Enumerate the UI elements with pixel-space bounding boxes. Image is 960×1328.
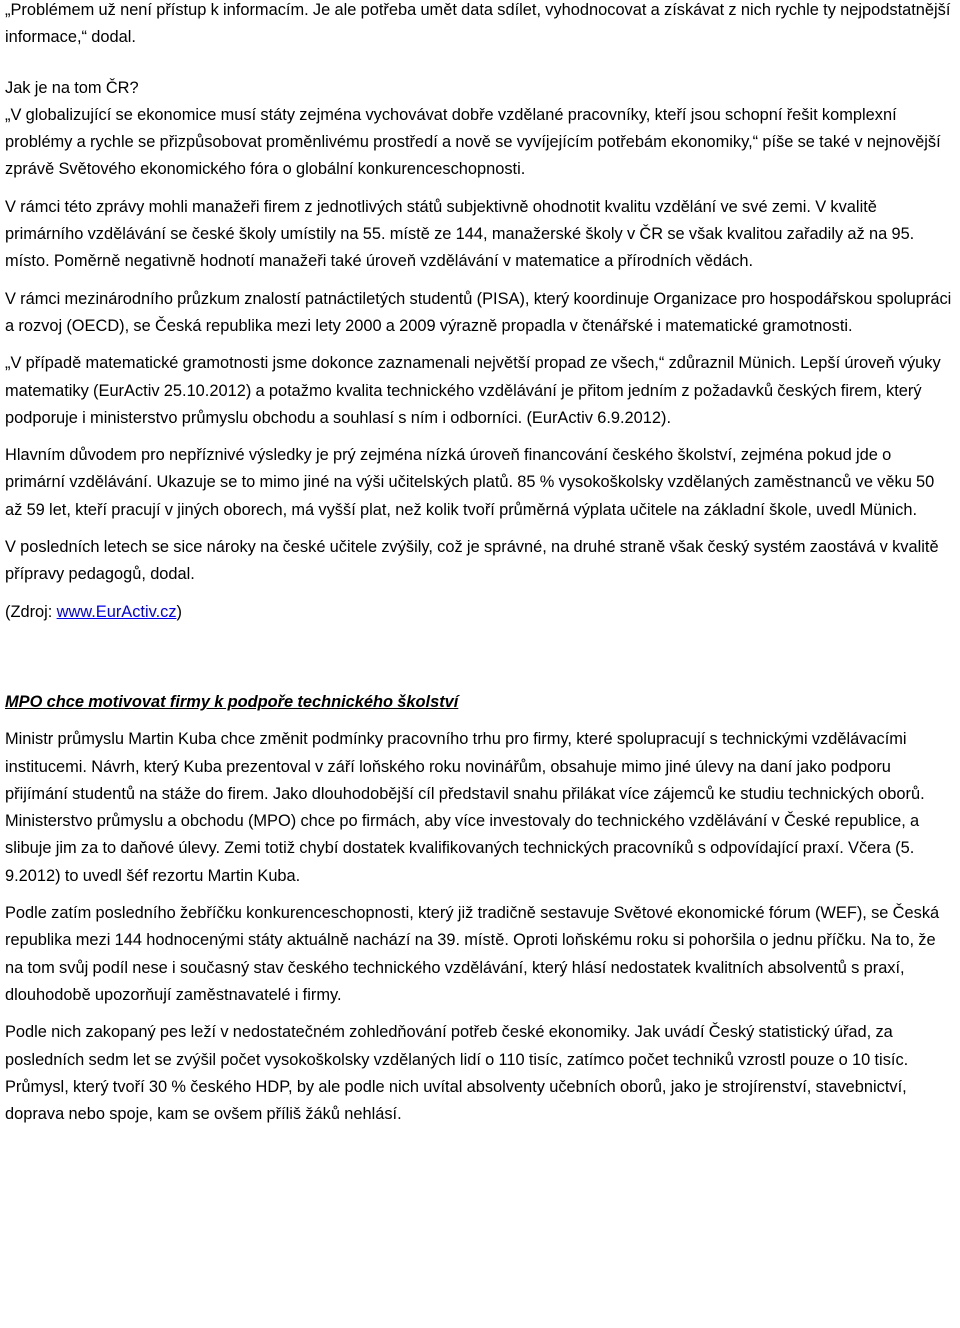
paragraph-funding: Hlavním důvodem pro nepříznivé výsledky je prý zejména nízká úroveň financování českého školství, zejména pokud jde o primární vzdělávání. Ukazuje se to mimo jiné na výši učitelských platů. 85 % vysokoškolsky vzdělaných zaměstnanců ve věku 50 až 59 let, kteří pracují v jiných oborech, má vyšší plat, než kolik tvoří průměrná výplata učitele na základní škole, uvedl Münich. bbox=[5, 446, 935, 519]
source-suffix: ) bbox=[176, 602, 182, 621]
document-page bbox=[5, 0, 955, 1128]
paragraph-globalization: „V globalizující se ekonomice musí státy zejména vychovávat dobře vzdělané pracovníky, kteří jsou schopní řešit komplexní problémy a rychle se přizpůsobovat proměnlivému prostředí a nově se vyvíjejícím potřebám ekonomiky,“ píše se také v nejnovější zprávě Světového ekonomického fóra o globální konkurenceschopnosti. bbox=[5, 105, 941, 179]
paragraph-teacher-demands: V posledních letech se sice nároky na české učitele zvýšily, což je správné, na druhé straně však český systém zaostává v kvalitě přípravy pedagogů, dodal. bbox=[5, 538, 939, 584]
subheading-jak-je-na-tom-cr: Jak je na tom ČR? bbox=[5, 78, 139, 97]
paragraph-kuba: Ministr průmyslu Martin Kuba chce změnit podmínky pracovního trhu pro firmy, které spolupracují s technickými vzdělávacími institucemi. Návrh, který Kuba prezentoval v září loňského roku novinářům, obsahuje mimo jiné úlevy na daní jako podporu přijímání studentů na stáže do firem. Jako dlouhodobější cíl představil snahu přilákat více zájemců ke studiu technických oborů. Ministerstvo průmyslu a obchodu (MPO) chce po firmách, aby více investovaly do technického vzdělávání v České republice, a slibuje jim za to daňové úlevy. Zemi totiž chybí dostatek kvalifikovaných technických pracovníků s odpovídající praxí. Včera (5. 9.2012) to uvedl šéf rezortu Martin Kuba. bbox=[5, 730, 925, 885]
source-prefix: (Zdroj: bbox=[5, 602, 57, 621]
paragraph-pisa: V rámci mezinárodního průzkum znalostí patnáctiletých studentů (PISA), který koordinuje Organizace pro hospodářskou spolupráci a rozvoj (OECD), se Česká republika mezi lety 2000 a 2009 výrazně propadla v čtenářské i matematické gramotnosti. bbox=[5, 289, 952, 335]
paragraph-report-ratings: V rámci této zprávy mohli manažeři firem z jednotlivých států subjektivně ohodnotit kvalitu vzdělání ve své zemi. V kvalitě primárního vzdělávání se české školy umístily na 55. místě ze 144, manažerské školy v ČR se však kvalitou zařadily až na 95. místo. Poměrně negativně hodnotí manažeři také úroveň vzdělávání v matematice a přírodních vědách. bbox=[5, 197, 915, 271]
source-link[interactable]: www.EurActiv.cz bbox=[56, 602, 177, 621]
paragraph-math-literacy: „V případě matematické gramotnosti jsme dokonce zaznamenali největší propad ze všech,“ zdůraznil Münich. Lepší úroveň výuky matematiky (EurActiv 25.10.2012) a potažmo kvalita technického vzdělávání je přitom jedním z požadavků českých firem, který podporuje i ministerstvo průmyslu obchodu a souhlasí s ním i odborníci. (EurActiv 6.9.2012). bbox=[5, 354, 941, 427]
section-heading-mpo: MPO chce motivovat firmy k podpoře technického školství bbox=[5, 692, 459, 711]
source-line bbox=[5, 599, 955, 626]
paragraph-quote-end: „Problémem už není přístup k informacím. Je ale potřeba umět data sdílet, vyhodnocovat a získávat z nich rychle ty nejpodstatnější informace,“ dodal. bbox=[5, 1, 951, 47]
paragraph-wef: Podle zatím posledního žebříčku konkurenceschopnosti, který již tradičně sestavuje Světové ekonomické fórum (WEF), se Česká republika mezi 144 hodnocenými státy aktuálně nachází na 39. místě. Oproti loňskému roku si pohoršila o jednu příčku. Na to, že na tom svůj podíl nese i současný stav českého technického vzdělávání, který hlásí nedostatek kvalitních absolventů s praxí, dlouhodobě upozorňují zaměstnavatelé i firmy. bbox=[5, 904, 940, 1004]
paragraph-economy-needs: Podle nich zakopaný pes leží v nedostatečném zohledňování potřeb české ekonomiky. Jak uvádí Český statistický úřad, za posledních sedm let se zvýšil počet vysokoškolsky vzdělaných lidí o 110 tisíc, zatímco počet techniků vzrostl pouze o 10 tisíc. Průmysl, který tvoří 30 % českého HDP, by ale podle nich uvítal absolventy učebních oborů, jako je strojírenství, stavebnictví, doprava nebo spoje, kam se ovšem příliš žáků nehlásí. bbox=[5, 1023, 909, 1124]
